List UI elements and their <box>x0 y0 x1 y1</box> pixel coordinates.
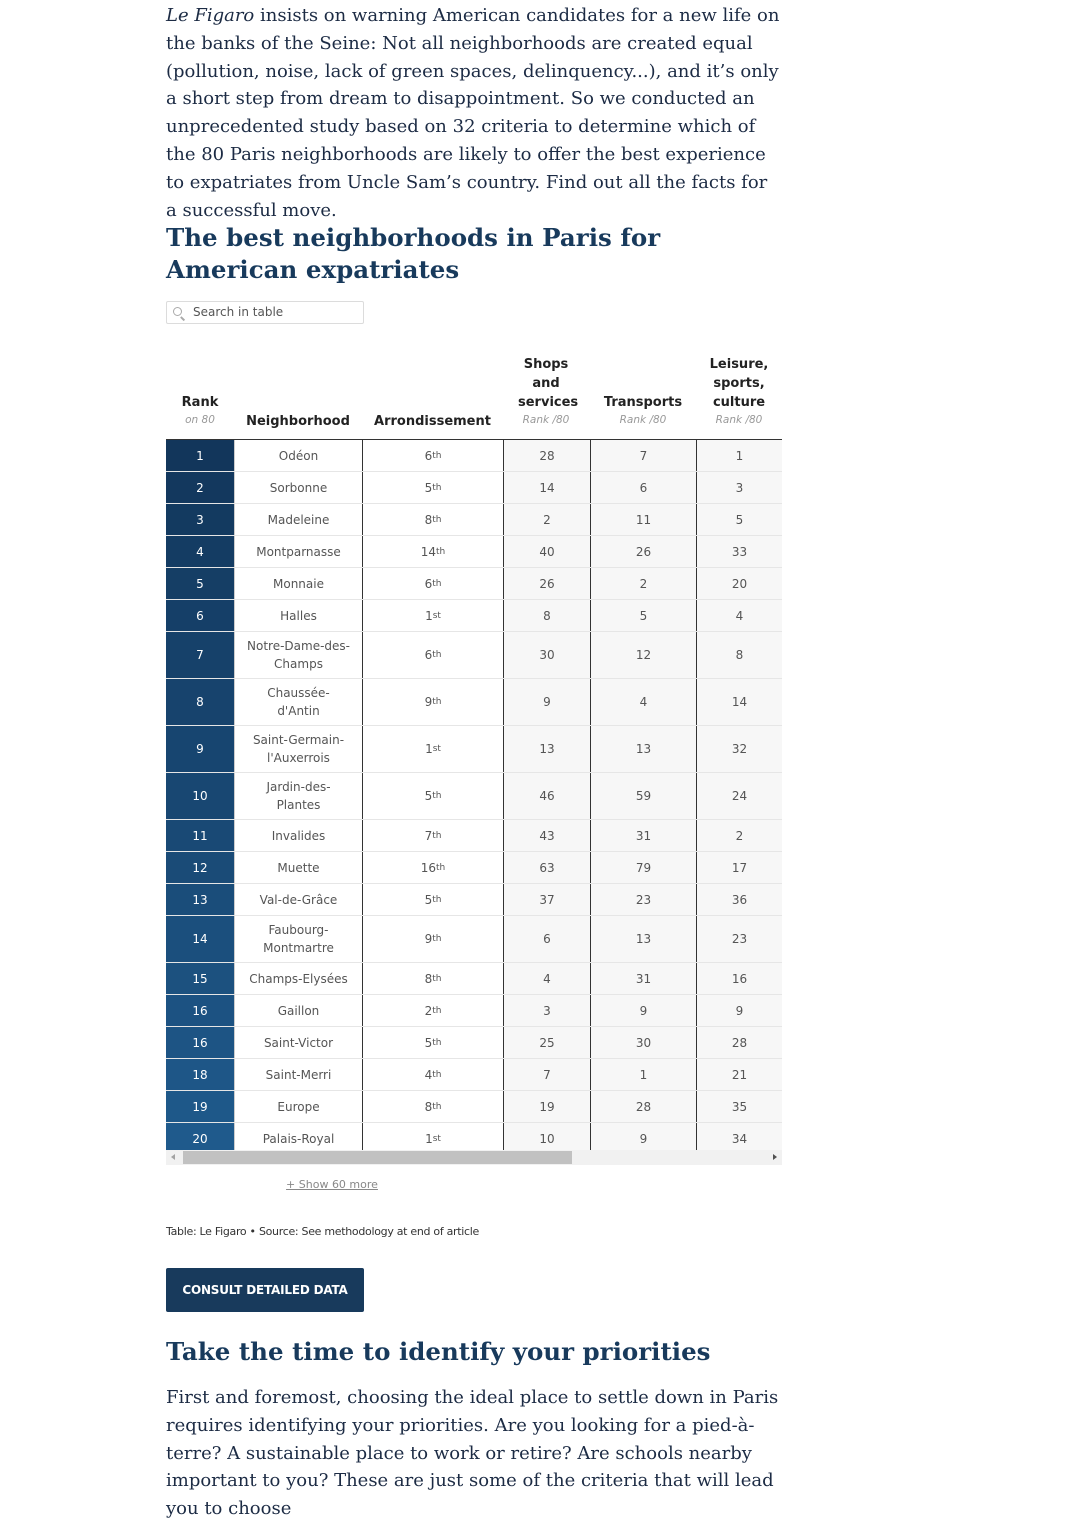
header-shops-sub: Rank /80 <box>522 414 570 426</box>
leisure-rank-cell: 35 <box>696 1091 782 1122</box>
rank-cell: 14 <box>166 916 234 962</box>
neighborhood-cell: Montparnasse <box>234 536 362 567</box>
shops-rank-cell: 37 <box>503 884 590 915</box>
search-icon <box>173 307 182 316</box>
leisure-rank-cell: 2 <box>696 820 782 851</box>
leisure-rank-cell: 23 <box>696 916 782 962</box>
arrondissement-cell: 7 th <box>362 820 503 851</box>
rank-cell: 3 <box>166 504 234 535</box>
leisure-rank-cell: 9 <box>696 995 782 1026</box>
leisure-rank-cell: 4 <box>696 600 782 631</box>
neighborhood-cell: Saint-Germain-l'Auxerrois <box>234 726 362 772</box>
table-row <box>166 504 782 536</box>
section-paragraph: First and foremost, choosing the ideal place to settle down in Paris requires identifying your priorities. Are you looking for a pied-à-terre? A sustainable place to work or retire? Are schools nearby important to you? These are just some of the criteria that will lead you to choose <box>166 1387 779 1520</box>
intro-text: insists on warning American candidates for a new life on the banks of the Seine: Not all neighborhoods are created equal (pollution, noise, lack of green spaces, delinquency...), and it’s only a short step from dream to disappointment. So we conducted an unprecedented study based on 32 criteria to determine which of the 80 Paris neighborhoods are likely to offer the best experience to expatriates from Uncle Sam’s country. Find out all the facts for a successful move. <box>166 5 780 221</box>
header-shops[interactable]: Shops and services Rank /80 <box>518 355 574 429</box>
rank-cell: 16 <box>166 1027 234 1058</box>
shops-rank-cell: 63 <box>503 852 590 883</box>
arrondissement-cell: 8 th <box>362 1091 503 1122</box>
leisure-rank-cell: 34 <box>696 1123 782 1154</box>
arrondissement-number: 14 <box>420 544 437 559</box>
arrondissement-cell: 14 th <box>362 536 503 567</box>
neighborhood-cell: Halles <box>234 600 362 631</box>
table-row <box>166 884 782 916</box>
rank-cell: 7 <box>166 632 234 678</box>
rank-cell: 13 <box>166 884 234 915</box>
arrondissement-number: 5 <box>424 892 433 907</box>
table-row <box>166 916 782 963</box>
leisure-rank-cell: 24 <box>696 773 782 819</box>
transports-rank-cell: 5 <box>590 600 696 631</box>
table-row <box>166 963 782 995</box>
leisure-rank-cell: 33 <box>696 536 782 567</box>
table-row <box>166 600 782 632</box>
table-row <box>166 679 782 726</box>
intro-paragraph <box>166 2 782 224</box>
transports-rank-cell: 1 <box>590 1059 696 1090</box>
arrondissement-cell: 1 st <box>362 726 503 772</box>
leisure-rank-cell: 32 <box>696 726 782 772</box>
transports-rank-cell: 59 <box>590 773 696 819</box>
section-title: Take the time to identify your priorities <box>166 1337 711 1366</box>
arrondissement-number: 9 <box>424 932 433 946</box>
transports-rank-cell: 13 <box>590 726 696 772</box>
leisure-rank-cell: 14 <box>696 679 782 725</box>
neighborhood-cell: Odéon <box>234 440 362 471</box>
header-rank[interactable]: Rank on 80 <box>166 393 234 429</box>
rank-cell: 12 <box>166 852 234 883</box>
neighborhood-cell: Palais-Royal <box>234 1123 362 1154</box>
arrondissement-cell: 5 th <box>362 773 503 819</box>
table-row <box>166 536 782 568</box>
leisure-rank-cell: 28 <box>696 1027 782 1058</box>
shops-rank-cell: 2 <box>503 504 590 535</box>
arrondissement-cell: 1 st <box>362 1123 503 1154</box>
arrondissement-cell: 8 th <box>362 504 503 535</box>
header-leisure-sub: Rank /80 <box>715 414 763 426</box>
neighborhood-cell: Sorbonne <box>234 472 362 503</box>
arrondissement-number: 5 <box>424 480 433 495</box>
rank-cell: 2 <box>166 472 234 503</box>
arrondissement-number: 7 <box>424 828 433 843</box>
arrondissement-cell: 8 th <box>362 963 503 994</box>
shops-rank-cell: 14 <box>503 472 590 503</box>
transports-rank-cell: 79 <box>590 852 696 883</box>
rank-cell: 18 <box>166 1059 234 1090</box>
transports-rank-cell: 13 <box>590 916 696 962</box>
rank-cell: 1 <box>166 440 234 471</box>
shops-rank-cell: 43 <box>503 820 590 851</box>
neighborhood-cell: Val-de-Grâce <box>234 884 362 915</box>
rank-cell: 20 <box>166 1123 234 1154</box>
shops-rank-cell: 19 <box>503 1091 590 1122</box>
header-transports[interactable]: Transports Rank /80 <box>590 393 696 429</box>
transports-rank-cell: 11 <box>590 504 696 535</box>
neighborhood-cell: Europe <box>234 1091 362 1122</box>
arrondissement-cell: 5 th <box>362 884 503 915</box>
transports-rank-cell: 9 <box>590 995 696 1026</box>
arrondissement-cell: 16 th <box>362 852 503 883</box>
table-row <box>166 773 782 820</box>
show-more-link[interactable]: + Show 60 more <box>286 1178 378 1191</box>
arrondissement-cell: 9 th <box>362 679 503 725</box>
arrondissement-cell: 9 th <box>362 916 503 962</box>
shops-rank-cell: 46 <box>503 773 590 819</box>
consult-detailed-data-button[interactable]: CONSULT DETAILED DATA <box>166 1268 364 1312</box>
neighborhood-cell: Gaillon <box>234 995 362 1026</box>
rank-cell: 11 <box>166 820 234 851</box>
transports-rank-cell: 7 <box>590 440 696 471</box>
table-source: Table: Le Figaro • Source: See methodology at end of article <box>166 1225 479 1238</box>
table-row <box>166 820 782 852</box>
header-leisure[interactable]: Leisure, sports, culture Rank /80 <box>704 355 774 429</box>
arrondissement-number: 16 <box>420 860 437 875</box>
publication-name: Le Figaro <box>166 5 255 26</box>
rank-cell: 6 <box>166 600 234 631</box>
arrondissement-number: 1 <box>425 1131 433 1146</box>
shops-rank-cell: 26 <box>503 568 590 599</box>
leisure-rank-cell: 20 <box>696 568 782 599</box>
leisure-rank-cell: 21 <box>696 1059 782 1090</box>
shops-rank-cell: 40 <box>503 536 590 567</box>
table-row <box>166 472 782 504</box>
header-rank-sub: on 80 <box>185 414 215 426</box>
transports-rank-cell: 28 <box>590 1091 696 1122</box>
arrondissement-cell: 5 th <box>362 472 503 503</box>
arrondissement-cell: 6 th <box>362 440 503 471</box>
table-row <box>166 568 782 600</box>
transports-rank-cell: 2 <box>590 568 696 599</box>
arrondissement-cell: 5 th <box>362 1027 503 1058</box>
transports-rank-cell: 31 <box>590 963 696 994</box>
arrondissement-number: 8 <box>424 971 433 986</box>
shops-rank-cell: 7 <box>503 1059 590 1090</box>
shops-rank-cell: 9 <box>503 679 590 725</box>
neighborhood-cell: Notre-Dame-des-Champs <box>234 632 362 678</box>
transports-rank-cell: 12 <box>590 632 696 678</box>
rank-cell: 16 <box>166 995 234 1026</box>
table-row <box>166 852 782 884</box>
arrondissement-cell: 6 th <box>362 632 503 678</box>
rank-cell: 10 <box>166 773 234 819</box>
rank-cell: 15 <box>166 963 234 994</box>
rank-cell: 19 <box>166 1091 234 1122</box>
arrondissement-number: 5 <box>424 1035 433 1050</box>
shops-rank-cell: 28 <box>503 440 590 471</box>
table-row <box>166 995 782 1027</box>
neighborhood-cell: Madeleine <box>234 504 362 535</box>
leisure-rank-cell: 16 <box>696 963 782 994</box>
rank-cell: 5 <box>166 568 234 599</box>
arrondissement-cell: 2 th <box>362 995 503 1026</box>
shops-rank-cell: 10 <box>503 1123 590 1154</box>
arrondissement-number: 6 <box>424 576 433 591</box>
arrondissement-cell: 1 st <box>362 600 503 631</box>
arrondissement-number: 4 <box>424 1067 433 1082</box>
shops-rank-cell: 25 <box>503 1027 590 1058</box>
table-row <box>166 632 782 679</box>
arrondissement-number: 2 <box>424 1003 433 1018</box>
header-arrondissement[interactable]: Arrondissement <box>374 414 491 429</box>
table-row <box>166 1091 782 1123</box>
leisure-rank-cell: 1 <box>696 440 782 471</box>
arrondissement-number: 1 <box>425 742 433 756</box>
rank-cell: 9 <box>166 726 234 772</box>
leisure-rank-cell: 3 <box>696 472 782 503</box>
neighborhood-cell: Saint-Victor <box>234 1027 362 1058</box>
horizontal-scrollbar[interactable] <box>166 1150 782 1165</box>
leisure-rank-cell: 36 <box>696 884 782 915</box>
table-row <box>166 1027 782 1059</box>
shops-rank-cell: 13 <box>503 726 590 772</box>
transports-rank-cell: 26 <box>590 536 696 567</box>
neighborhood-cell: Champs-Elysées <box>234 963 362 994</box>
neighborhood-cell: Faubourg-Montmartre <box>234 916 362 962</box>
neighborhood-cell: Monnaie <box>234 568 362 599</box>
neighborhood-cell: Chaussée-d'Antin <box>234 679 362 725</box>
arrondissement-number: 5 <box>424 789 433 803</box>
transports-rank-cell: 31 <box>590 820 696 851</box>
shops-rank-cell: 30 <box>503 632 590 678</box>
leisure-rank-cell: 17 <box>696 852 782 883</box>
table-row <box>166 1059 782 1091</box>
rank-cell: 4 <box>166 536 234 567</box>
neighborhood-cell: Jardin-des-Plantes <box>234 773 362 819</box>
scrollbar-thumb[interactable] <box>183 1151 572 1164</box>
shops-rank-cell: 6 <box>503 916 590 962</box>
table-header <box>166 340 782 441</box>
header-transports-sub: Rank /80 <box>619 414 667 426</box>
scroll-left-arrow-icon[interactable] <box>171 1154 175 1160</box>
arrondissement-number: 9 <box>424 695 433 709</box>
arrondissement-number: 1 <box>425 608 433 623</box>
arrondissement-number: 8 <box>424 1099 433 1114</box>
table-row <box>166 440 782 472</box>
arrondissement-number: 6 <box>424 648 433 662</box>
shops-rank-cell: 8 <box>503 600 590 631</box>
neighborhood-cell: Muette <box>234 852 362 883</box>
arrondissement-cell: 6 th <box>362 568 503 599</box>
search-input[interactable] <box>166 301 364 324</box>
transports-rank-cell: 30 <box>590 1027 696 1058</box>
rank-cell: 8 <box>166 679 234 725</box>
search-placeholder: Search in table <box>193 305 284 319</box>
neighborhood-cell: Invalides <box>234 820 362 851</box>
shops-rank-cell: 3 <box>503 995 590 1026</box>
table-title: The best neighborhoods in Paris for American expatriates <box>166 223 661 284</box>
arrondissement-cell: 4 th <box>362 1059 503 1090</box>
transports-rank-cell: 6 <box>590 472 696 503</box>
header-neighborhood[interactable]: Neighborhood <box>246 414 350 429</box>
arrondissement-number: 8 <box>424 512 433 527</box>
arrondissement-number: 6 <box>424 448 433 463</box>
transports-rank-cell: 4 <box>590 679 696 725</box>
transports-rank-cell: 9 <box>590 1123 696 1154</box>
leisure-rank-cell: 5 <box>696 504 782 535</box>
scroll-right-arrow-icon[interactable] <box>773 1154 777 1160</box>
table-body <box>166 440 782 1155</box>
leisure-rank-cell: 8 <box>696 632 782 678</box>
neighborhood-cell: Saint-Merri <box>234 1059 362 1090</box>
transports-rank-cell: 23 <box>590 884 696 915</box>
shops-rank-cell: 4 <box>503 963 590 994</box>
table-row <box>166 726 782 773</box>
